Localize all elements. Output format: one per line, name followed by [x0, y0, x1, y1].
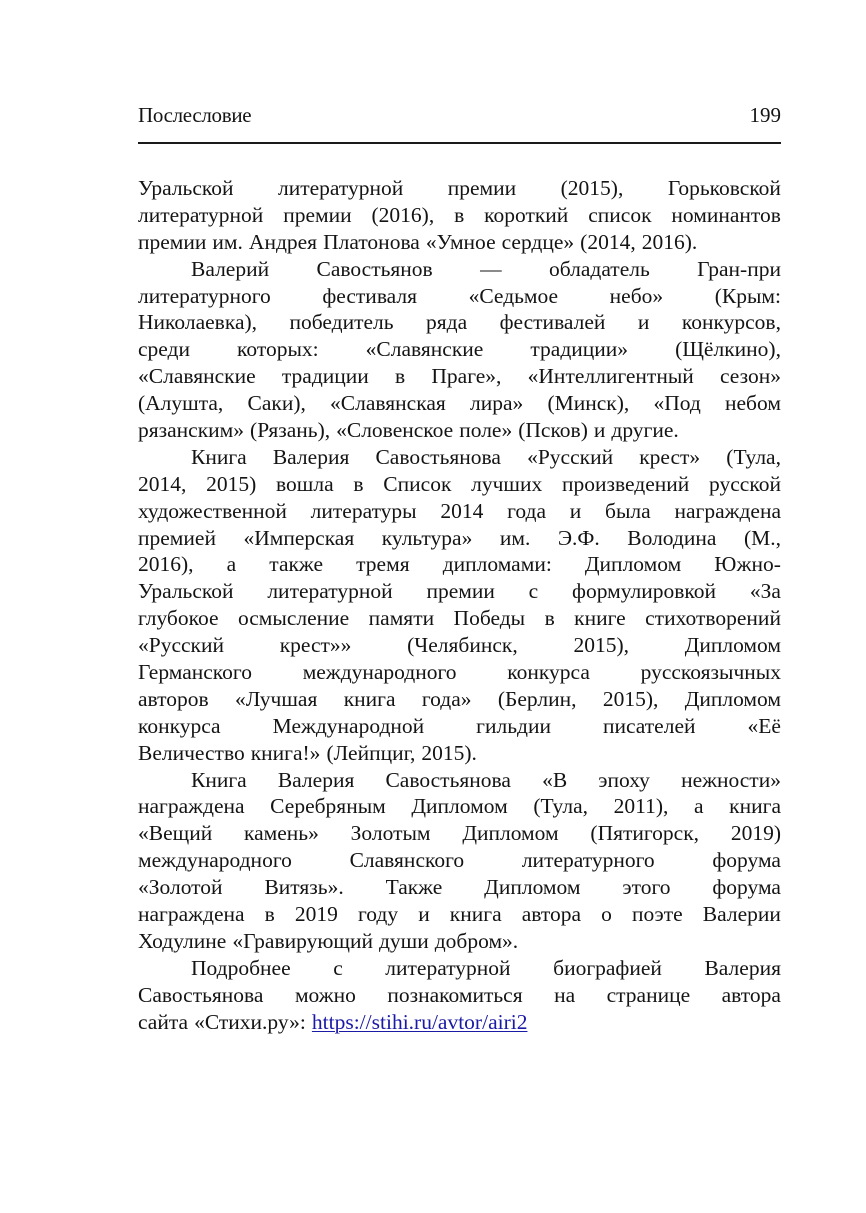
text-line — [138, 390, 781, 417]
word: поэте — [631, 902, 683, 927]
word: с — [333, 955, 343, 980]
word: произведений — [562, 471, 690, 496]
text-line — [138, 1009, 781, 1036]
word: другие. — [611, 418, 679, 443]
word: глубокое — [138, 606, 219, 631]
text-line — [138, 525, 781, 552]
word: премии — [283, 202, 352, 227]
word: и — [418, 902, 430, 927]
word: Ходулине — [138, 928, 227, 953]
word: Горьковской — [667, 176, 781, 200]
word: года — [507, 498, 547, 523]
word: «Золотой — [138, 875, 223, 900]
word: сайта — [138, 1009, 189, 1034]
page-number: 199 — [749, 103, 781, 127]
author-page-link[interactable]: https://stihi.ru/avtor/airi2 — [311, 1009, 528, 1034]
word: литературной — [138, 202, 264, 227]
word: «Гравирующий — [232, 928, 373, 953]
word: им. — [212, 229, 243, 254]
word: (2014, — [580, 229, 636, 254]
word: памяти — [368, 606, 435, 631]
word: а — [226, 552, 237, 577]
word: «За — [749, 579, 781, 604]
word: Золотым — [350, 821, 431, 846]
text-line — [138, 632, 781, 659]
word: (Берлин, — [497, 686, 577, 711]
word: русской — [709, 471, 781, 496]
word: «Русский — [527, 444, 614, 469]
word: «Стихи.ру»: — [194, 1009, 306, 1034]
text-line — [138, 955, 781, 982]
word: в — [264, 902, 275, 927]
word: 2019 — [294, 902, 338, 927]
word: литературы — [310, 498, 417, 523]
text-line — [138, 847, 781, 874]
word: литературной — [267, 579, 393, 604]
word: «Словенское — [336, 418, 454, 443]
word: художественной — [138, 498, 287, 523]
word: «Имперская — [243, 525, 355, 550]
word: поле» — [459, 418, 513, 443]
word: Дипломом — [484, 875, 581, 900]
word: в — [353, 471, 364, 496]
word: 2015), — [573, 633, 629, 658]
word: конкурса — [507, 660, 590, 685]
word: Дипломом — [462, 821, 559, 846]
word: (Минск), — [547, 391, 630, 416]
word: году — [357, 902, 399, 927]
word: в — [395, 364, 406, 389]
text-line — [138, 229, 781, 256]
word: «Лучшая — [235, 686, 318, 711]
word: награждена — [138, 794, 245, 819]
text-line — [138, 417, 781, 444]
word: небом — [724, 391, 781, 416]
word: (2015), — [560, 176, 624, 200]
word: Валерия — [272, 444, 350, 469]
word: Савостьянова — [375, 444, 501, 469]
header-rule — [138, 142, 781, 144]
word: 2011), — [613, 794, 669, 819]
word: (Тула, — [533, 794, 588, 819]
text-line — [138, 498, 781, 525]
word: в — [454, 202, 465, 227]
text-line — [138, 202, 781, 229]
word: Также — [385, 875, 443, 900]
word: Володина — [627, 525, 717, 550]
word: Савостьянов — [316, 256, 433, 281]
word: «Славянские — [365, 337, 484, 362]
word: с — [528, 579, 539, 604]
word: традиции» — [530, 337, 629, 362]
word: Дипломом — [684, 686, 781, 711]
word: литературной — [277, 176, 404, 200]
word: сезон» — [720, 364, 781, 389]
word: международного — [302, 660, 457, 685]
word: стихотворений — [645, 606, 781, 631]
word: Э.Ф. — [557, 525, 600, 550]
word: лучших — [471, 471, 543, 496]
word: Дипломом — [411, 794, 508, 819]
word: Витязь». — [264, 875, 344, 900]
word: можно — [294, 982, 356, 1007]
word: в — [544, 606, 555, 631]
word: познакомиться — [387, 982, 523, 1007]
word: Южно- — [714, 552, 781, 577]
word: конкурсов, — [681, 310, 781, 335]
word: Платонова — [323, 229, 420, 254]
word: Серебряным — [270, 794, 386, 819]
word: премии — [426, 579, 495, 604]
word: и — [569, 498, 582, 523]
word: среди — [138, 337, 190, 362]
text-line — [138, 578, 781, 605]
word: им. — [499, 525, 531, 550]
word: Книга — [191, 767, 247, 792]
text-line — [138, 659, 781, 686]
word: форума — [712, 848, 781, 873]
word: премии — [138, 229, 207, 254]
text-line — [138, 256, 781, 283]
word: о — [601, 902, 612, 927]
word: «Седьмое — [468, 283, 559, 308]
word: камень» — [243, 821, 319, 846]
body-text — [138, 175, 781, 1036]
word: а — [694, 794, 704, 819]
word: Валерий — [191, 256, 270, 281]
word: 2016). — [641, 229, 698, 254]
word: «Под — [653, 391, 701, 416]
word: Дипломом — [684, 633, 781, 658]
word: Германского — [138, 660, 252, 685]
word: «Русский — [138, 633, 224, 658]
text-line — [138, 363, 781, 390]
word: тремя — [356, 552, 410, 577]
word: книга — [729, 794, 781, 819]
word: 2019) — [730, 821, 781, 846]
word: лира» — [469, 391, 524, 416]
word: Международной — [272, 713, 425, 738]
word: Андрея — [248, 229, 318, 254]
word: Величество — [138, 740, 245, 765]
word: номинантов — [671, 202, 781, 227]
word: 2014, — [138, 471, 187, 496]
text-line — [138, 982, 781, 1009]
word: и — [593, 418, 606, 443]
word: также — [269, 552, 324, 577]
word: форума — [712, 875, 781, 900]
word: Книга — [191, 444, 247, 469]
word: культура» — [381, 525, 473, 550]
word: души — [378, 928, 429, 953]
word: автора — [521, 902, 582, 927]
word: фестивалей — [499, 310, 606, 335]
word: литературного — [138, 283, 271, 308]
word: Валерии — [702, 902, 781, 927]
word: (Псков) — [518, 418, 588, 443]
word: «Вещий — [138, 821, 213, 846]
word: «Славянская — [330, 391, 446, 416]
word: (Тула, — [726, 444, 781, 469]
text-line — [138, 175, 781, 202]
word: 2015), — [602, 686, 659, 711]
word: Гран-при — [697, 256, 781, 281]
word: Праге», — [431, 364, 502, 389]
word: была — [605, 498, 651, 523]
word: Саки), — [247, 391, 306, 416]
word: вошла — [276, 471, 334, 496]
word: премии — [447, 176, 517, 200]
word: странице — [606, 982, 691, 1007]
word: гильдии — [476, 713, 551, 738]
word: фестиваля — [322, 283, 418, 308]
word: 2016), — [138, 552, 194, 577]
word: «Интеллигентный — [527, 364, 694, 389]
word: года» — [421, 686, 472, 711]
word: русскоязычных — [640, 660, 781, 685]
word: Николаевка), — [138, 310, 258, 335]
word: Уральской — [138, 579, 234, 604]
word: награждена — [674, 498, 781, 523]
word: список — [588, 202, 652, 227]
word: «В — [542, 767, 568, 792]
word: Победы — [453, 606, 526, 631]
word: Савостьянова — [138, 982, 264, 1007]
word: (Крым: — [714, 283, 781, 308]
text-line — [138, 928, 781, 955]
word: Савостьянова — [385, 767, 511, 792]
text-line — [138, 444, 781, 471]
word: небо» — [609, 283, 664, 308]
word: Список — [383, 471, 452, 496]
word: писателей — [602, 713, 696, 738]
word: формулировкой — [572, 579, 717, 604]
word: крест» — [639, 444, 701, 469]
word: «Её — [747, 713, 781, 738]
word: Валерия — [277, 767, 355, 792]
text-line — [138, 793, 781, 820]
text-line — [138, 605, 781, 632]
word: (Лейпциг, — [326, 740, 416, 765]
word: добром». — [434, 928, 519, 953]
word: сердце» — [501, 229, 575, 254]
text-line — [138, 820, 781, 847]
word: обладатель — [548, 256, 650, 281]
word: «Славянские — [138, 364, 256, 389]
word: победитель — [289, 310, 394, 335]
text-line — [138, 740, 781, 767]
word: эпоху — [598, 767, 650, 792]
word: авторов — [138, 686, 209, 711]
word: автора — [721, 982, 781, 1007]
text-line — [138, 336, 781, 363]
word: книга!» — [250, 740, 321, 765]
word: конкурса — [138, 713, 221, 738]
word: «Умное — [425, 229, 496, 254]
text-line — [138, 901, 781, 928]
word: осмысление — [237, 606, 350, 631]
word: которых: — [237, 337, 319, 362]
word: ряда — [426, 310, 468, 335]
word: этого — [622, 875, 671, 900]
text-line — [138, 309, 781, 336]
text-line — [138, 471, 781, 498]
word: книга — [449, 902, 502, 927]
word: книга — [343, 686, 396, 711]
word: (Пятигорск, — [590, 821, 700, 846]
word: (М., — [743, 525, 781, 550]
word: 2015) — [206, 471, 257, 496]
word: Дипломом — [584, 552, 682, 577]
word: 2015). — [421, 740, 477, 765]
word: (2016), — [371, 202, 435, 227]
running-title: Послесловие — [138, 103, 252, 127]
word: награждена — [138, 902, 245, 927]
word: Подробнее — [191, 955, 291, 980]
word: Валерия — [704, 955, 781, 980]
word: литературного — [521, 848, 655, 873]
word: на — [554, 982, 576, 1007]
word: крест»» — [279, 633, 352, 658]
text-line — [138, 283, 781, 310]
word: премией — [138, 525, 216, 550]
word: традиции — [281, 364, 369, 389]
text-line — [138, 767, 781, 794]
word: книге — [574, 606, 626, 631]
word: (Алушта, — [138, 391, 224, 416]
text-line — [138, 686, 781, 713]
word: Славянского — [349, 848, 465, 873]
word: биографией — [553, 955, 662, 980]
word: короткий — [484, 202, 569, 227]
text-line — [138, 713, 781, 740]
word: (Челябинск, — [407, 633, 518, 658]
word: — — [480, 256, 502, 281]
word: международного — [138, 848, 292, 873]
word: (Щёлкино), — [675, 337, 781, 362]
word: литературной — [385, 955, 511, 980]
word: 2014 — [440, 498, 484, 523]
word: нежности» — [681, 767, 781, 792]
text-line — [138, 551, 781, 578]
word: рязанским» — [138, 418, 245, 443]
text-line — [138, 874, 781, 901]
word: Уральской — [138, 176, 234, 200]
word: дипломами: — [442, 552, 552, 577]
running-header — [138, 103, 781, 133]
word: (Рязань), — [250, 418, 331, 443]
word: и — [637, 310, 650, 335]
